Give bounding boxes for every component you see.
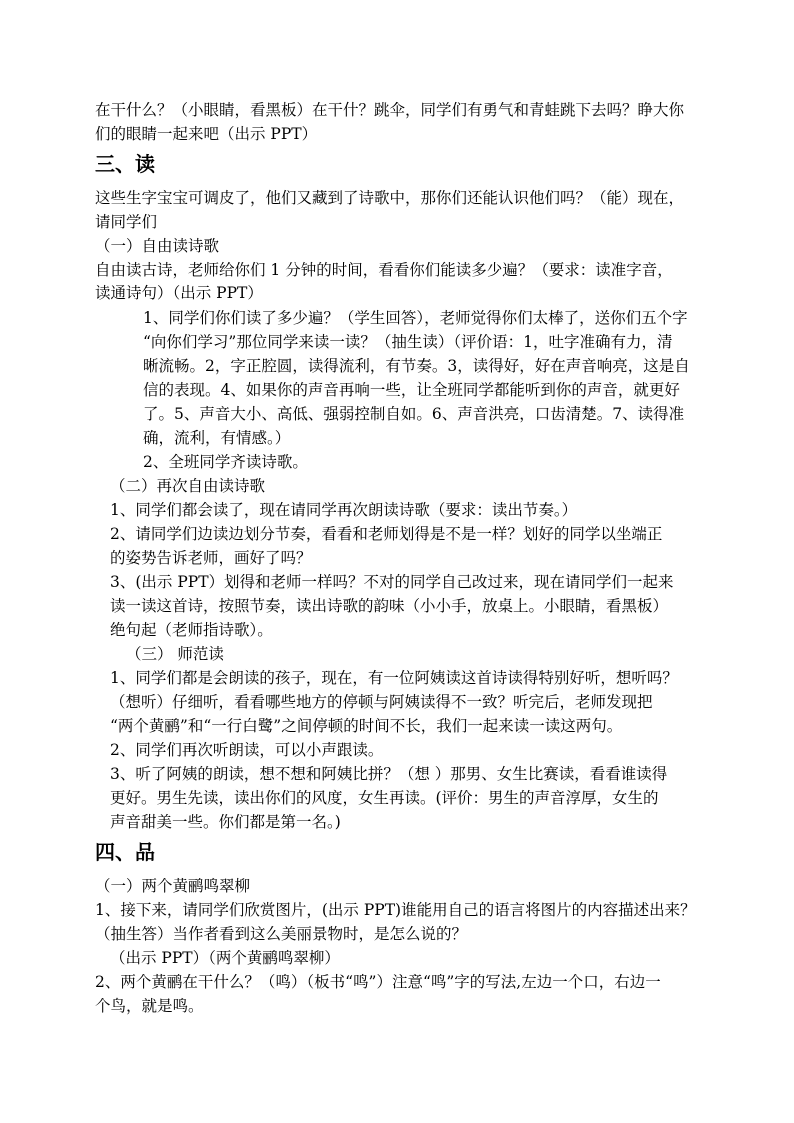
- paragraph-line: 在干什么？（小眼睛，看黑板）在干什？跳伞，同学们有勇气和青蛙跳下去吗？睁大你: [95, 101, 685, 119]
- paragraph-line: 请同学们: [95, 213, 158, 231]
- subheading: （一）两个黄鹂鸣翠柳: [95, 877, 251, 895]
- paragraph-line: 晰流畅。2，字正腔圆，读得流利，有节奏。3，读得好，好在声音响亮，这是自: [143, 357, 690, 375]
- paragraph-line: “向你们学习”那位同学来读一读？（抽生读）（评价语：1，吐字准确有力，清: [143, 333, 673, 351]
- paragraph-line: 2、请同学们边读边划分节奏，看看和老师划得是不是一样？划好的同学以坐端正: [110, 525, 663, 543]
- paragraph-line: 读一读这首诗，按照节奏，读出诗歌的韵味（小小手，放桌上。小眼睛，看黑板）: [110, 597, 669, 615]
- paragraph-line: 1、同学们都会读了，现在请同学再次朗读诗歌（要求：读出节奏。）: [110, 501, 578, 519]
- paragraph-line: 1、接下来，请同学们欣赏图片，(出示 PPT)谁能用自己的语言将图片的内容描述出来？: [95, 901, 696, 919]
- paragraph-line: 2、全班同学齐读诗歌。: [143, 453, 308, 471]
- paragraph-line: 了。5、声音大小、高低、强弱控制自如。6、声音洪亮，口齿清楚。7、读得准: [143, 405, 685, 423]
- paragraph-line: 确，流利，有情感。）: [143, 429, 291, 447]
- paragraph-line: （抽生答）当作者看到这么美丽景物时，是怎么说的？: [95, 925, 468, 943]
- paragraph-line: 信的表现。4、如果你的声音再响一些，让全班同学都能听到你的声音，就更好: [143, 381, 680, 399]
- paragraph-line: 自由读古诗，老师给你们 1 分钟的时间，看看你们能读多少遍？（要求：读准字音，: [95, 261, 673, 279]
- section-heading-appreciate: 四、品: [95, 840, 155, 864]
- paragraph-line: 2、两个黄鹂在干什么？（鸣）（板书“鸣”）注意“鸣”字的写法,左边一个口，右边一: [95, 973, 661, 991]
- paragraph-line: （出示 PPT）（两个黄鹂鸣翠柳）: [110, 949, 340, 967]
- paragraph-line: 更好。男生先读，读出你们的风度，女生再读。(评价：男生的声音淳厚，女生的: [110, 789, 659, 807]
- section-heading-read: 三、读: [95, 152, 155, 176]
- paragraph-line: 3、听了阿姨的朗读，想不想和阿姨比拼？（想 ）那男、女生比赛读，看看谁读得: [110, 765, 668, 783]
- paragraph-line: 个鸟，就是鸣。: [95, 997, 204, 1015]
- subheading: （二）再次自由读诗歌: [110, 477, 266, 495]
- paragraph-line: 1、同学们你们读了多少遍？（学生回答），老师觉得你们太棒了，送你们五个字: [143, 309, 688, 327]
- paragraph-line: 2、同学们再次听朗读，可以小声跟读。: [110, 741, 384, 759]
- paragraph-line: 1、同学们都是会朗读的孩子，现在，有一位阿姨读这首诗读得特别好听，想听吗？: [110, 669, 678, 687]
- paragraph-line: 这些生字宝宝可调皮了，他们又藏到了诗歌中，那你们还能认识他们吗？（能）现在，: [95, 189, 685, 207]
- paragraph-line: 3、(出示 PPT）划得和老师一样吗？不对的同学自己改过来，现在请同学们一起来: [110, 573, 674, 591]
- paragraph-line: （想听）仔细听，看看哪些地方的停顿与阿姨读得不一致？听完后，老师发现把: [110, 693, 653, 711]
- paragraph-line: “两个黄鹂”和“一行白鹭”之间停顿的时间不长，我们一起来读一读这两句。: [110, 717, 623, 735]
- paragraph-line: 绝句起（老师指诗歌）。: [110, 621, 273, 639]
- paragraph-line: 读通诗句）（出示 PPT）: [95, 284, 263, 302]
- paragraph-line: 的姿势告诉老师，画好了吗？: [110, 549, 312, 567]
- subheading: （三） 师范读: [126, 645, 224, 663]
- paragraph-line: 声音甜美一些。你们都是第一名。): [110, 813, 341, 831]
- paragraph-line: 们的眼睛一起来吧（出示 PPT）: [95, 125, 318, 143]
- subheading: （一）自由读诗歌: [95, 237, 220, 255]
